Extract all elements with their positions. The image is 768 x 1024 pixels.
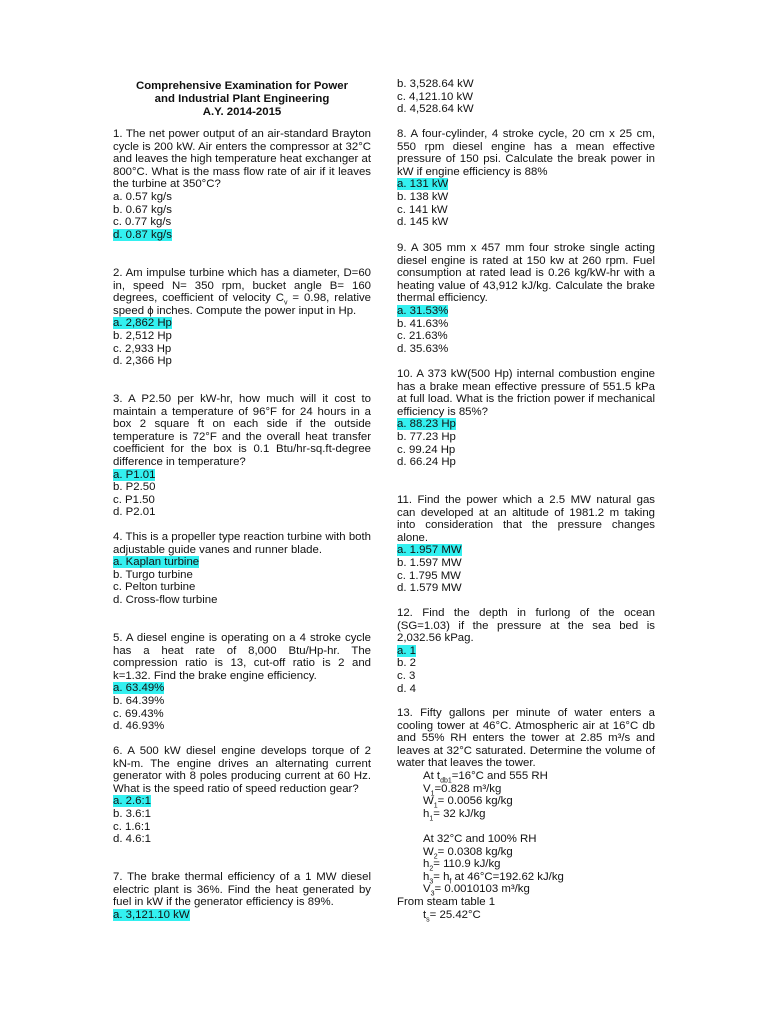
option-c: c. 99.24 Hp	[397, 443, 456, 456]
question-stem: 2. Am impulse turbine which has a diameter, D=60 in, speed N= 350 rpm, bucket angle B= 160 degrees, coefficient of velocity $C_v = 0.98$, relative speed ϕ inches. Compute the power input in Hp.	[113, 267, 372, 317]
question-stem: 10. A 373 kW(500 Hp) internal combustion engine has a brake mean effective pressure of 551.5 kPa at full load. What is the friction power if mechanical efficiency is 85%?	[397, 368, 655, 418]
given-state-1: At $t_{db1}=16^\circ C$ and 555 RH	[423, 769, 548, 785]
option-a-answer: a. P1.01	[113, 468, 156, 481]
option-a-answer: a. 31.53%	[397, 304, 449, 317]
option-d: d. Cross-flow turbine	[113, 593, 218, 606]
question-5	[113, 632, 371, 733]
question-stem: 7. The brake thermal efficiency of a 1 MW diesel electric plant is 36%. Find the heat generated by fuel in kW if the generator efficiency is 89%.	[113, 871, 371, 909]
question-9	[397, 242, 655, 355]
option-b: b. 64.39%	[113, 694, 165, 707]
question-13	[397, 707, 655, 921]
given-ts: $t_s= 25.42^\circ C$	[423, 908, 481, 923]
option-b: b. 138 kW	[397, 190, 449, 203]
question-7	[113, 871, 371, 921]
title-line-1: Comprehensive Examination for Power	[135, 80, 349, 92]
given-h2: $h_2= 110.9$ kJ/kg	[423, 858, 501, 873]
option-d: d. P2.01	[113, 506, 156, 519]
option-d: d. 1.579 MW	[397, 582, 462, 595]
option-a-answer: a. 63.49%	[113, 682, 165, 695]
option-c: c. 4,121.10 kW	[397, 90, 473, 103]
question-10	[397, 368, 655, 469]
question-stem: 11. Find the power which a 2.5 MW natural gas can developed at an altitude of 1981.2 m taking into consideration that the pressure changes alone.	[397, 494, 655, 544]
question-12	[397, 607, 655, 695]
option-c: c. P1.50	[113, 493, 155, 506]
option-c: c. 69.43%	[113, 707, 164, 720]
given-w2: $W_2= 0.0308$ kg/kg	[423, 845, 513, 860]
option-c: c. 141 kW	[397, 203, 448, 216]
question-2	[113, 267, 371, 368]
given-v3: $V_3= 0.0010103$ m³/kg	[423, 883, 530, 898]
option-b: b. 1.597 MW	[397, 556, 462, 569]
option-b: b. 3,528.64 kW	[397, 78, 474, 90]
option-c: c. 21.63%	[397, 330, 448, 343]
option-d-answer: d. 0.87 kg/s	[113, 228, 172, 241]
steam-table-note: From steam table 1	[397, 895, 496, 908]
option-b: b. P2.50	[113, 481, 156, 494]
option-b: b. 2	[397, 657, 416, 670]
question-7-continued	[397, 78, 655, 116]
option-a-answer: a. 1.957 MW	[397, 544, 462, 557]
question-4	[113, 531, 371, 607]
question-1	[113, 128, 371, 241]
option-c: c. Pelton turbine	[113, 581, 196, 594]
option-d: d. 46.93%	[113, 720, 165, 733]
option-a-answer: a. 131 kW	[397, 178, 449, 191]
option-d: d. 4.6:1	[113, 833, 151, 846]
title-line-2: and Industrial Plant Engineering	[154, 93, 330, 105]
question-11	[397, 494, 655, 595]
question-stem: 12. Find the depth in furlong of the ocean (SG=1.03) if the pressure at the sea bed is 2,032.56 kPag.	[397, 607, 655, 645]
option-a-answer: a. 88.23 Hp	[397, 418, 456, 431]
question-6	[113, 745, 371, 846]
question-stem: 6. A 500 kW diesel engine develops torque of 2 kN-m. The engine drives an alternating current generator with 8 poles producing current at 60 Hz. What is the speed ratio of speed reduction gear?	[113, 745, 371, 795]
question-stem: 8. A four-cylinder, 4 stroke cycle, 20 cm x 25 cm, 550 rpm diesel engine has a mean effective pressure of 150 psi. Calculate the break power in kW if engine efficiency is 88%	[397, 128, 655, 178]
given-w1: $W_1= 0.0056$ kg/kg	[423, 795, 513, 810]
option-b: b. 77.23 Hp	[397, 430, 456, 443]
option-a-answer: a. 2.6:1	[113, 795, 151, 808]
option-c: c. 1.6:1	[113, 820, 151, 833]
option-b: b. 0.67 kg/s	[113, 203, 172, 216]
option-a-answer: a. Kaplan turbine	[113, 556, 200, 569]
option-a-answer: a. 3,121.10 kW	[113, 908, 190, 921]
question-stem: 5. A diesel engine is operating on a 4 stroke cycle has a heat rate of 8,000 Btu/Hp-hr. The compression ratio is 13, cut-off ratio is 2 and k=1.32. Find the brake engine efficiency.	[113, 632, 371, 682]
option-c: c. 0.77 kg/s	[113, 216, 172, 229]
option-b: b. Turgo turbine	[113, 568, 193, 581]
given-h3: $h_3= h_f$ at 46°C=192.62 kJ/kg	[423, 870, 564, 885]
question-stem: 13. Fifty gallons per minute of water enters a cooling tower at 46°C. Atmospheric air at 16°C db and 55% RH enters the tower at 2.85 m³/s and leaves at 32°C saturated. Determine the volume of water that leaves the tower.	[397, 707, 655, 770]
option-b: b. 2,512 Hp	[113, 329, 172, 342]
option-d: d. 4,528.64 kW	[397, 103, 474, 116]
option-b: b. 3.6:1	[113, 807, 151, 820]
option-a-answer: a. 2,862 Hp	[113, 317, 172, 330]
option-c: c. 3	[397, 669, 416, 682]
question-stem: 9. A 305 mm x 457 mm four stroke single acting diesel engine is rated at 150 kw at 260 rpm. Fuel consumption at rated lead is 0.26 kg/kW-hr with a heating value of 43,912 kJ/kg. Calculate the brake thermal efficiency.	[397, 242, 655, 305]
option-d: d. 145 kW	[397, 216, 449, 229]
given-v1: $V_1=0.828$ m³/kg	[423, 782, 502, 797]
title-line-3: A.Y. 2014-2015	[202, 106, 282, 118]
option-a: a. 0.57 kg/s	[113, 190, 172, 203]
given-h1: $h_1= 32$ kJ/kg	[423, 807, 486, 823]
option-d: d. 35.63%	[397, 342, 449, 355]
option-d: d. 4	[397, 682, 416, 695]
option-d: d. 66.24 Hp	[397, 456, 456, 469]
option-b: b. 41.63%	[397, 317, 449, 330]
question-stem: 4. This is a propeller type reaction turbine with both adjustable guide vanes and runner blade.	[113, 531, 371, 556]
exam-title	[113, 80, 371, 119]
question-8	[397, 128, 655, 229]
question-stem: 1. The net power output of an air-standard Brayton cycle is 200 kW. Air enters the compressor at 32°C and leaves the high temperature heat exchanger at 800°C. What is the mass flow rate of air if it leaves the turbine at 350°C?	[113, 128, 371, 191]
question-stem: 3. A P2.50 per kW-hr, how much will it cost to maintain a temperature of 96°F for 24 hours in a box 2 square ft on each side if the outside temperature is 72°F and the overall heat transfer coefficient for the box is 0.1 Btu/hr-sq.ft-degree difference in temperature?	[113, 393, 371, 468]
option-c: c. 2,933 Hp	[113, 342, 172, 355]
given-state-2: At 32°C and 100% RH	[423, 832, 537, 845]
option-c: c. 1.795 MW	[397, 569, 461, 582]
question-3	[113, 393, 371, 519]
option-d: d. 2,366 Hp	[113, 355, 172, 368]
option-a-answer: a. 1	[397, 644, 416, 657]
